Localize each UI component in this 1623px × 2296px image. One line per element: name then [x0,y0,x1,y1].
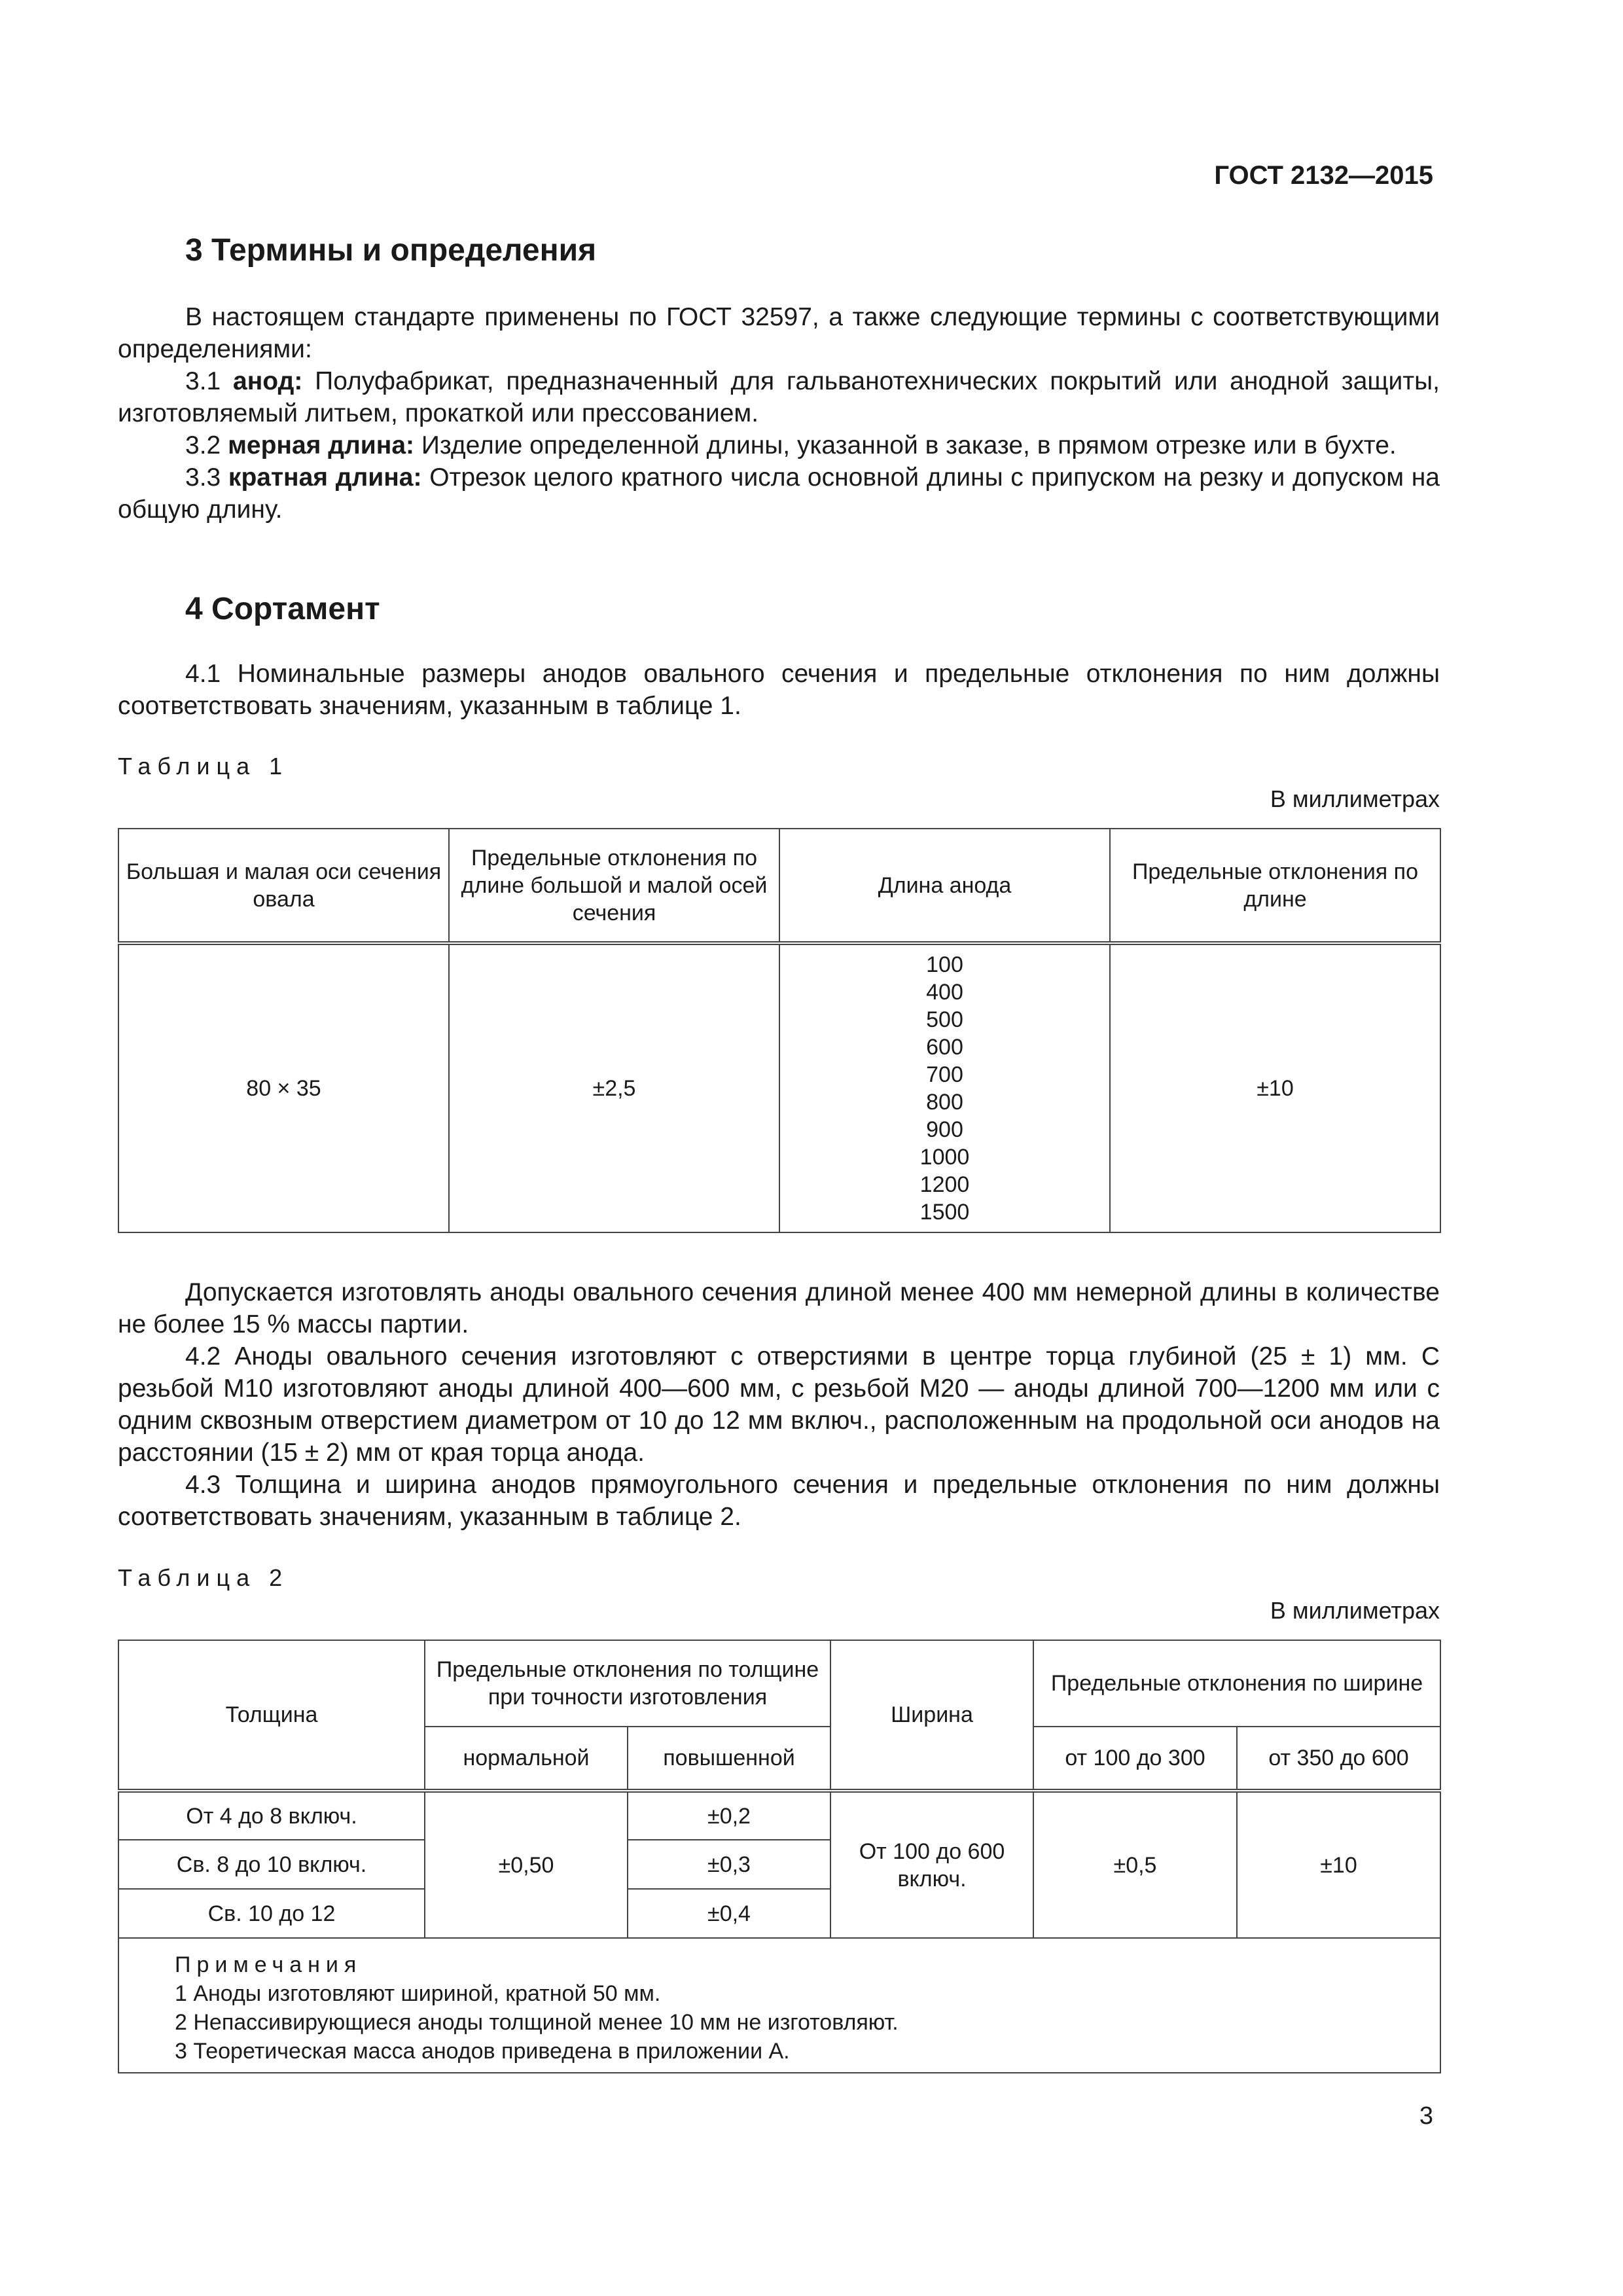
table-2-units: В миллиметрах [1270,1597,1440,1624]
table-2-header-row-1 [118,1640,1440,1727]
paragraph-4-2: 4.2 Аноды овального сечения изготовляют с отверстиями в центре торца глубиной (25 ± 1) мм. С резьбой М10 изготовляют аноды длиной 400—600 мм, с резьбой М20 — аноды длиной 700—1200 мм или с одним сквозным отверстием диаметром от 10 до 12 мм включ., расположенным на продольной оси анодов на расстоянии (15 ± 2) мм от края торца анода. [118,1342,1440,1467]
table-2-width: От 100 до 600 включ. [830,1791,1033,1938]
page-number: 3 [1419,2102,1433,2130]
term-kratnaya-dlina: 3.3 кратная длина: Отрезок целого кратного числа основной длины с припуском на резку и допуском на общую длину. [118,463,1440,524]
length-value: 1000 [919,1145,970,1170]
term-anod: 3.1 анод: Полуфабрикат, предназначенный для гальванотехнических покрытий или анодной защиты, изготовляемый литьем, прокаткой или прессованием. [118,367,1440,427]
section-4-body [118,1276,1440,1533]
table-2-high-tolerance: ±0,4 [628,1889,830,1938]
section-3-intro: В настоящем стандарте применены по ГОСТ 32597, а также следующие термины с соответствующими определениями: [118,303,1440,363]
table-2-high-tolerance: ±0,2 [628,1791,830,1840]
table-1-length-tolerance: ±10 [1110,943,1440,1232]
table-1-header-axes: Большая и малая оси сечения овала [118,829,449,943]
paragraph-4-3: 4.3 Толщина и ширина анодов прямоугольного сечения и предельные отклонения по ним должны соответствовать значениям, указанным в таблице 2. [118,1471,1440,1531]
table-1-header-length: Длина анода [779,829,1110,943]
table-2-header-width-tolerance: Предельные отклонения по ширине [1033,1640,1440,1727]
note-item: 2 Непассивирующиеся аноды толщиной менее 10 мм не изготовляют. [175,2010,899,2035]
table-2 [118,1640,1441,2073]
table-1-caption: Таблица 1 [118,753,289,780]
table-2-thickness: Св. 10 до 12 [118,1889,425,1938]
table-1-row [118,943,1440,1232]
notes-title: Примечания [175,1952,363,1977]
table-2-header-high: повышенной [628,1727,830,1791]
table-1-header-row [118,829,1440,943]
table-2-width-tolerance-2: ±10 [1237,1791,1440,1938]
document-id: ГОСТ 2132—2015 [1214,161,1433,190]
section-3-body [118,301,1440,526]
length-value: 900 [926,1117,963,1142]
table-1-header-length-tolerance: Предельные отклонения по длине [1110,829,1440,943]
term-mernaya-dlina: 3.2 мерная длина: Изделие определенной длины, указанной в заказе, в прямом отрезке или в бухте. [185,431,1397,459]
table-2-thickness: От 4 до 8 включ. [118,1791,425,1840]
table-1-lengths [779,943,1110,1232]
length-value: 400 [926,980,963,1005]
table-2-high-tolerance: ±0,3 [628,1840,830,1889]
note-item: 1 Аноды изготовляют шириной, кратной 50 мм. [175,1981,661,2006]
length-value: 800 [926,1090,963,1115]
length-value: 1500 [919,1200,970,1225]
table-1 [118,828,1441,1233]
table-2-header-width-range-2: от 350 до 600 [1237,1727,1440,1791]
paragraph-4-1: 4.1 Номинальные размеры анодов овального сечения и предельные отклонения по ним должны соответствовать значениям, указанным в таблице 1. [118,660,1440,720]
table-1-header-axes-tolerance: Предельные отклонения по длине большой и малой осей сечения [449,829,779,943]
table-2-thickness: Св. 8 до 10 включ. [118,1840,425,1889]
table-1-units: В миллиметрах [1270,785,1440,812]
table-1-axes-tolerance: ±2,5 [449,943,779,1232]
table-2-normal-tolerance: ±0,50 [425,1791,628,1938]
table-2-header-normal: нормальной [425,1727,628,1791]
table-row [118,1791,1440,1840]
table-2-header-width: Ширина [830,1640,1033,1791]
table-2-header-thickness: Толщина [118,1640,425,1791]
length-value: 500 [926,1007,963,1032]
table-1-axes: 80 × 35 [118,943,449,1232]
table-2-caption: Таблица 2 [118,1564,289,1591]
length-value: 1200 [919,1172,970,1197]
paragraph-after-table-1: Допускается изготовлять аноды овального сечения длиной менее 400 мм немерной длины в количестве не более 15 % массы партии. [118,1278,1440,1338]
length-value: 100 [926,952,963,977]
section-3-title: 3 Термины и определения [185,233,597,268]
length-value: 700 [926,1062,963,1087]
table-2-header-thickness-tolerance: Предельные отклонения по толщине при точности изготовления [425,1640,830,1727]
table-2-header-width-range-1: от 100 до 300 [1033,1727,1237,1791]
table-2-notes [118,1938,1440,2073]
length-value: 600 [926,1035,963,1060]
table-2-width-tolerance-1: ±0,5 [1033,1791,1237,1938]
section-4-title: 4 Сортамент [185,592,380,626]
note-item: 3 Теоретическая масса анодов приведена в приложении А. [175,2039,790,2064]
